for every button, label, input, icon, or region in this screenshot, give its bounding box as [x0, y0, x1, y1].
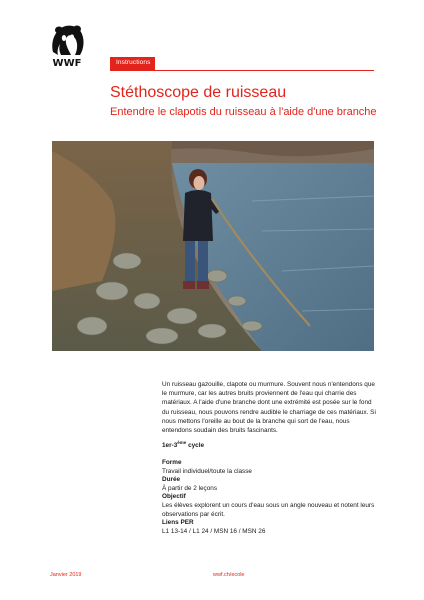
intro-paragraph — [162, 380, 376, 435]
cycle-prefix: 1er-3 — [162, 442, 178, 450]
liens-per-label: Liens PER — [162, 519, 194, 527]
section-tag-label: Instructions — [116, 59, 151, 66]
wwf-logo — [47, 22, 87, 72]
panda-icon — [47, 22, 87, 58]
duree-label: Durée — [162, 476, 181, 484]
activity-photo — [52, 141, 374, 351]
section-tag — [110, 57, 155, 70]
logo-wordmark: WWF — [52, 58, 82, 69]
liens-per-value: L1 13-14 / L1 24 / MSN 16 / MSN 26 — [162, 527, 266, 535]
cycle-suffix: cycle — [186, 442, 205, 450]
activity-info — [162, 459, 376, 536]
page-subtitle: Entendre le clapotis du ruisseau à l'aide d'une branche — [110, 106, 377, 118]
forme-label: Forme — [162, 459, 182, 466]
section-divider — [110, 70, 374, 71]
forme-value: Travail individuel/toute la classe — [162, 467, 252, 475]
footer-date: Janvier 2019 — [50, 572, 82, 578]
duree-value: À partir de 2 leçons — [162, 484, 218, 492]
objectif-label: Objectif — [162, 493, 186, 501]
objectif-value: Les élèves explorent un cours d'eau sous un angle nouveau et notent leurs observations par écrit. — [162, 501, 375, 518]
footer-url[interactable]: wwf.ch/ecole — [213, 572, 245, 578]
intro-text: Un ruisseau gazouille, clapote ou murmure. Souvent nous n'entendons que le murmure, car les autres bruits proviennent de l'eau qui charrie des matériaux. A l'aide d'une branche dont une extrémité est posée sur le fond du ruisseau, nous pouvons rendre audible le charriage de ces matériaux. Si nous mettons l'oreille au bout de la branche qui sort de l'eau, nous entendons soudain des bruits fascinants. — [162, 381, 376, 435]
cycle-sup: ème — [177, 440, 187, 445]
cycle-label — [162, 440, 204, 449]
page-title: Stéthoscope de ruisseau — [110, 84, 287, 101]
